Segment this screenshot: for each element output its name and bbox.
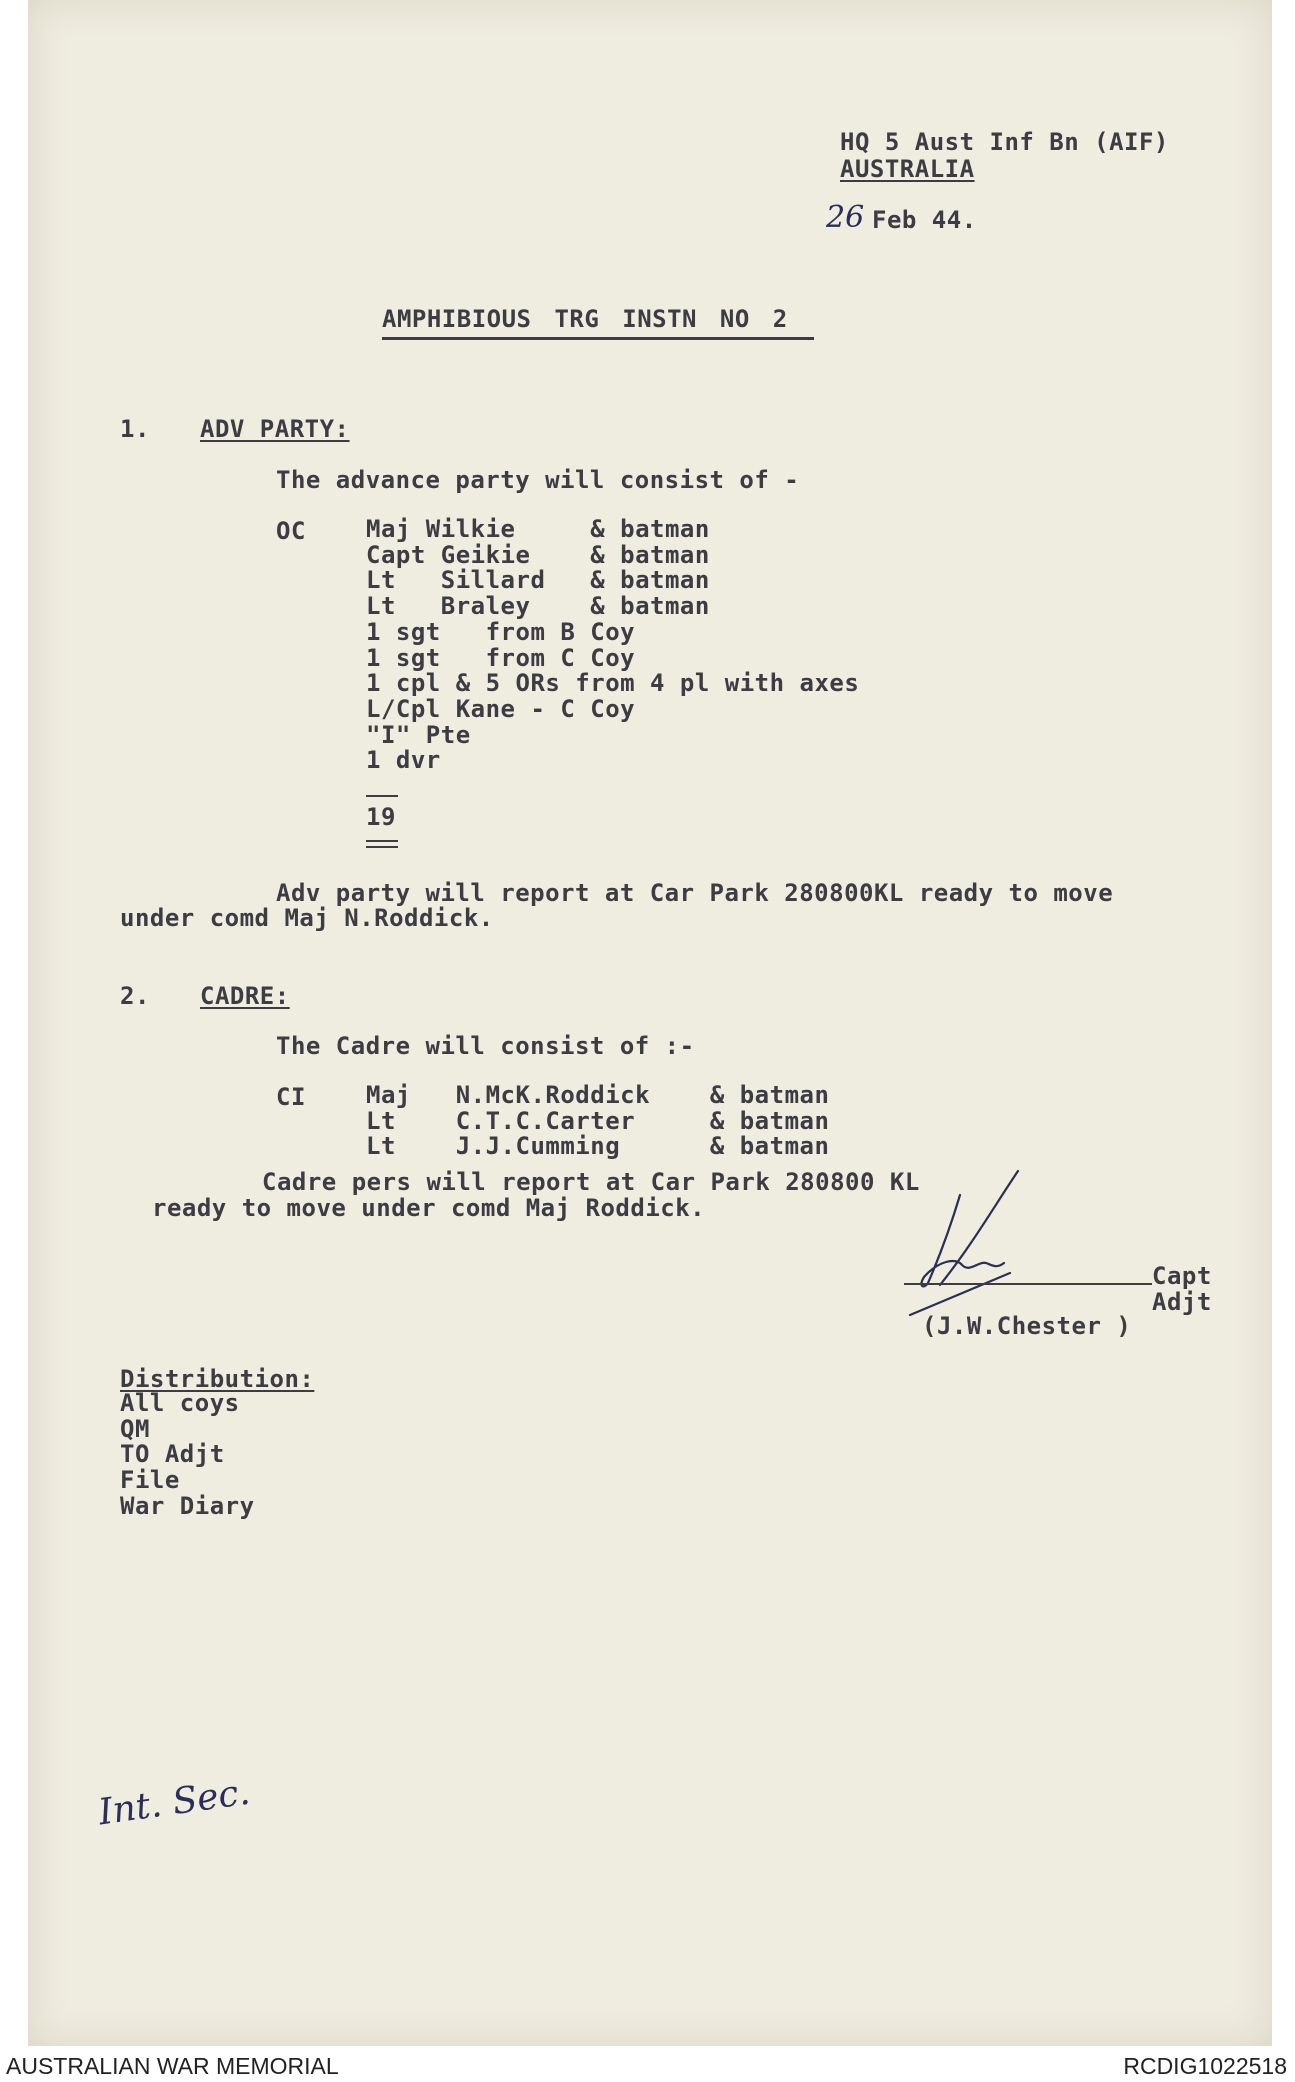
section2-report-line2: ready to move under comd Maj Roddick. (152, 1194, 706, 1222)
list-item: "I" Pte (366, 720, 471, 749)
list-item: 1 sgt from C Coy (366, 643, 636, 672)
section1-report-line1: Adv party will report at Car Park 280800KL ready to move (276, 879, 1114, 907)
footer-institution: AUSTRALIAN WAR MEMORIAL (6, 2053, 339, 2079)
document-title: AMPHIBIOUS TRG INSTN NO 2 (382, 305, 788, 333)
section1-report-line2: under comd Maj N.Roddick. (120, 904, 494, 932)
signatory-appointment: Adjt (1152, 1288, 1212, 1316)
list-item: L/Cpl Kane - C Coy (366, 694, 636, 723)
date-handwritten: 26 (826, 200, 865, 235)
ci-label: CI (276, 1083, 306, 1111)
list-item: Lt Braley & batman (366, 592, 710, 621)
section1-intro: The advance party will consist of - (276, 466, 800, 494)
list-item: All coys (120, 1389, 240, 1417)
list-item: 1 cpl & 5 ORs from 4 pl with axes (366, 669, 860, 698)
list-item: Maj N.McK.Roddick & batman (366, 1081, 830, 1109)
total-rule-double-2 (366, 846, 398, 848)
list-item: Capt Geikie & batman (366, 540, 710, 569)
section2-intro: The Cadre will consist of :- (276, 1032, 695, 1060)
signatory-rank: Capt (1152, 1262, 1212, 1290)
header-country: AUSTRALIA (840, 155, 975, 183)
list-item: QM (120, 1414, 150, 1443)
total-rule-top (366, 795, 398, 797)
handwritten-signature (900, 1165, 1040, 1325)
list-item: Lt C.T.C.Carter & batman (366, 1106, 830, 1135)
total-rule-double-1 (366, 840, 398, 842)
distribution-list (120, 1391, 255, 1520)
section1-heading: ADV PARTY: (200, 415, 350, 443)
section2-number: 2. (120, 982, 150, 1010)
section2-heading: CADRE: (200, 982, 290, 1010)
list-item: 1 dvr (366, 746, 441, 775)
oc-label: OC (276, 517, 306, 545)
list-item: 1 sgt from B Coy (366, 617, 636, 646)
footer-record-id: RCDIG1022518 (1123, 2053, 1287, 2079)
list-item: Lt J.J.Cumming & batman (366, 1132, 830, 1161)
handwritten-note: Int. Sec. (95, 1771, 253, 1834)
section2-report-line1: Cadre pers will report at Car Park 280800 KL (262, 1168, 920, 1196)
advance-party-list (366, 517, 859, 774)
header-unit: HQ 5 Aust Inf Bn (AIF) (840, 128, 1169, 156)
list-item: Lt Sillard & batman (366, 566, 710, 595)
list-item: Maj Wilkie & batman (366, 515, 710, 543)
advance-party-total: 19 (366, 803, 396, 831)
cadre-list (366, 1083, 829, 1160)
title-underline (382, 337, 814, 340)
list-item: War Diary (120, 1491, 255, 1520)
section1-number: 1. (120, 415, 150, 443)
signature-line (904, 1283, 1152, 1285)
distribution-heading: Distribution: (120, 1365, 315, 1393)
signatory-name: (J.W.Chester ) (922, 1312, 1132, 1340)
list-item: File (120, 1466, 180, 1495)
list-item: TO Adjt (120, 1440, 225, 1469)
date-typed: Feb 44. (872, 206, 977, 234)
archive-footer (0, 2048, 1295, 2082)
